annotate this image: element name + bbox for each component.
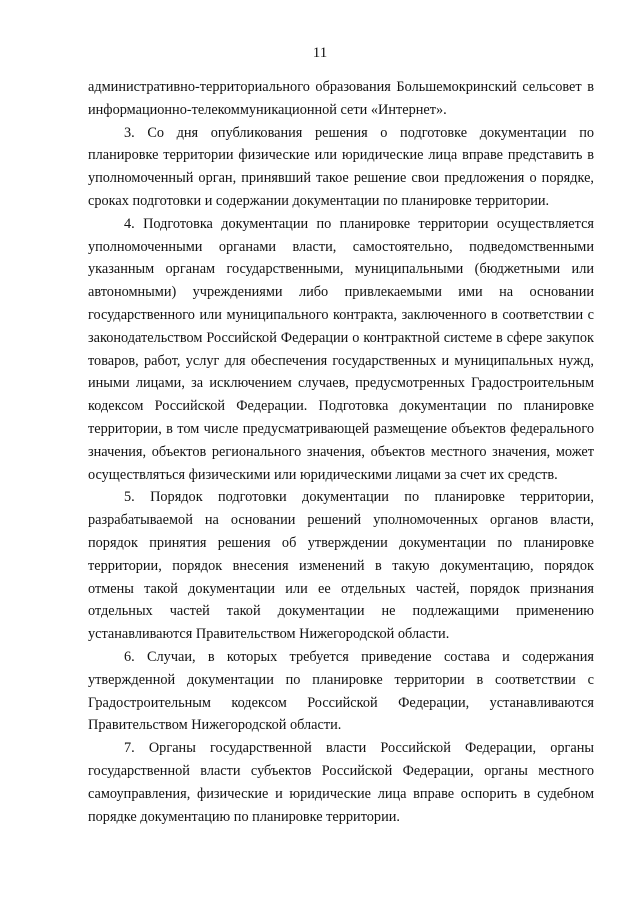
paragraph-item-3: 3. Со дня опубликования решения о подготовке документации по планировке территории физические или юридические лица вправе представить в уполномоченный орган, принявший такое решение свои предложения о порядке, сроках подготовки и содержании документации по планировке территории.: [88, 124, 594, 209]
document-body: [88, 76, 594, 828]
paragraph-item-5: 5. Порядок подготовки документации по планировке территории, разрабатываемой на основании решений уполномоченных органов власти, порядок принятия решения об утверждении документации по планировке территории, порядок внесения изменений в такую документацию, порядок отмены такой документации или ее отдельных частей, порядок признания отдельных частей такой документации не подлежащими применению устанавливаются Правительством Нижегородской области.: [88, 489, 594, 643]
page-number: 11: [312, 45, 328, 61]
paragraph-item-6: 6. Случаи, в которых требуется приведение состава и содержания утвержденной документации по планировке территории в соответствии с Градостроительным кодексом Российской Федерации, устанавливаются Правительством Нижегородской области.: [88, 648, 594, 734]
paragraph-continuation: административно-территориального образования Большемокринский сельсовет в информационно-телекоммуникационной сети «Интернет».: [88, 79, 594, 118]
paragraph-item-4: 4. Подготовка документации по планировке территории осуществляется уполномоченными органами власти, самостоятельно, подведомственными указанным органам государственными, муниципальными (бюджетными или автономными) учреждениями либо привлекаемыми ими на основании государственного или муниципального контракта, заключенного в соответствии с законодательством Российской Федерации о контрактной системе в сфере закупок товаров, работ, услуг для обеспечения государственных и муниципальных нужд, иными лицами, за исключением случаев, предусмотренных Градостроительным кодексом Российской Федерации. Подготовка документации по планировке территории, в том числе предусматривающей размещение объектов федерального значения, объектов регионального значения, объектов местного значения, может осуществляться физическими или юридическими лицами за счет их средств.: [88, 215, 594, 483]
paragraph-item-7: 7. Органы государственной власти Российской Федерации, органы государственной власти субъектов Российской Федерации, органы местного самоуправления, физические и юридические лица вправе оспорить в судебном порядке документацию по планировке территории.: [88, 740, 594, 825]
